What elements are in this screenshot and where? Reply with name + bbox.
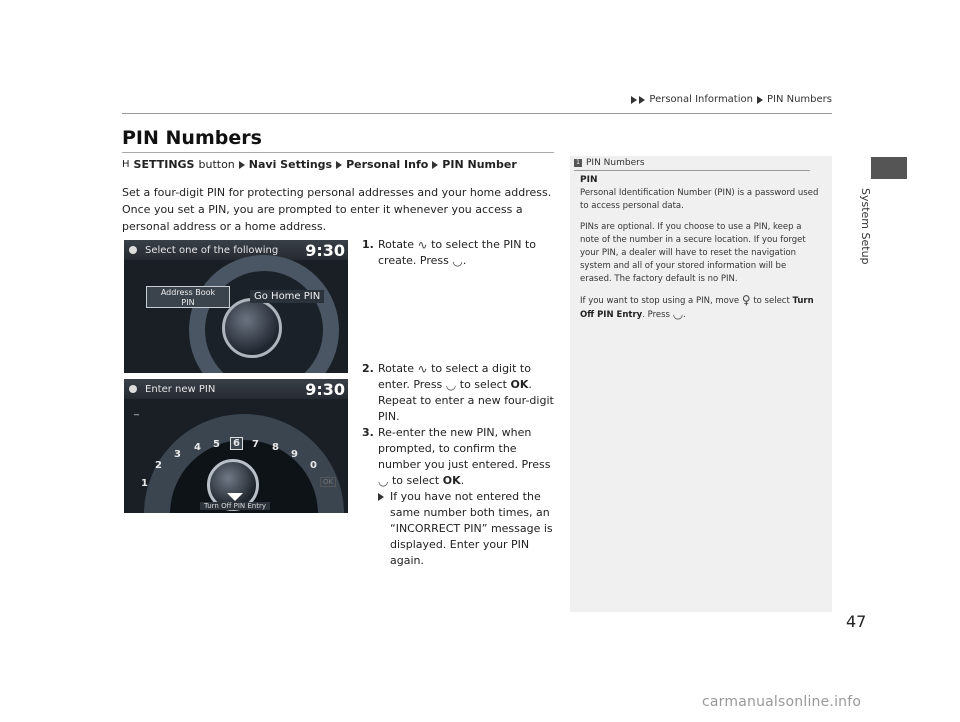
- option-label-line: Address Book: [160, 288, 216, 297]
- breadcrumb-item: PIN Numbers: [766, 94, 832, 105]
- step-number: 1.: [362, 238, 374, 251]
- note-arrow-icon: [378, 493, 384, 501]
- digit-9[interactable]: 9: [291, 449, 298, 460]
- digit-4[interactable]: 4: [194, 442, 201, 453]
- sidebar-heading: [574, 158, 645, 168]
- menu-path-arrow-icon: [336, 161, 342, 169]
- home-icon: H: [122, 159, 130, 170]
- rotate-dial-icon: ∿: [417, 362, 428, 376]
- digit-2[interactable]: 2: [155, 460, 162, 471]
- step-1: [362, 237, 558, 269]
- step-text: .: [462, 254, 467, 267]
- menu-path-settings: SETTINGS: [133, 158, 195, 171]
- step-number: 2.: [362, 362, 374, 375]
- digit-7[interactable]: 7: [252, 439, 259, 450]
- dial-knob-icon: [129, 385, 137, 393]
- ok-button[interactable]: OK: [320, 477, 336, 487]
- screen-clock: 9:30: [305, 241, 345, 260]
- step-text: to select a digit to enter. Press: [378, 362, 531, 391]
- steps-list: [362, 237, 558, 569]
- menu-path-button-word: button: [198, 158, 235, 171]
- turn-off-pin-entry-button[interactable]: Turn Off PIN Entry: [200, 502, 270, 510]
- screen-title: Enter new PIN: [145, 383, 216, 395]
- sidebar-text: .: [683, 310, 686, 320]
- digit-0[interactable]: 0: [310, 460, 317, 471]
- step-2: [362, 361, 558, 425]
- step-text: . Repeat to enter a new four-digit PIN.: [378, 378, 554, 423]
- step-3-note: [378, 489, 558, 569]
- menu-path-step: PIN Number: [442, 158, 517, 171]
- step-text: to select the PIN to create. Press: [378, 238, 536, 267]
- step-text: Rotate: [378, 362, 415, 375]
- sidebar-text: to select: [753, 296, 790, 306]
- screen-title: Select one of the following: [145, 244, 279, 256]
- digit-6-selected[interactable]: 6: [230, 437, 243, 450]
- option-label-line: PIN: [181, 298, 195, 307]
- section-side-label: System Setup: [859, 188, 872, 265]
- sidebar-paragraph: PINs are optional. If you choose to use a PIN, keep a note of the number in a secure location. If you forget your PIN, a dealer will have to reset the navigation system and all of your stored information will be erased. The factory default is no PIN.: [580, 222, 806, 284]
- press-enter-icon: ◡: [672, 307, 684, 321]
- sidebar-definition: Personal Identification Number (PIN) is a password used to access personal data.: [580, 188, 819, 211]
- go-home-pin-option[interactable]: Go Home PIN: [250, 290, 324, 303]
- screen-clock: 9:30: [305, 380, 345, 399]
- step-ok-label: OK: [442, 474, 461, 487]
- menu-path: [122, 158, 517, 171]
- intro-paragraph: Set a four-digit PIN for protecting personal addresses and your home address. Once you set a PIN, you are prompted to enter it whenever you access a personal address or a home address.: [122, 186, 552, 233]
- sidebar-paragraph: [580, 294, 820, 322]
- sidebar-text: . Press: [642, 310, 670, 320]
- screen-enter-pin: [124, 379, 348, 513]
- breadcrumb-arrow-icon: [639, 96, 645, 104]
- sidebar-bold-text: Turn Off PIN Entry: [580, 296, 814, 320]
- move-down-icon: ♀: [741, 293, 751, 307]
- breadcrumb: [631, 94, 832, 105]
- note-text: If you have not entered the same number both times, an “INCORRECT PIN” message is displayed. Enter your PIN again.: [390, 490, 553, 567]
- menu-path-step: Navi Settings: [248, 158, 333, 171]
- menu-path-step: Personal Info: [346, 158, 429, 171]
- digit-1[interactable]: 1: [141, 478, 148, 489]
- sidebar-term: PIN: [580, 175, 598, 185]
- section-tab-marker: [871, 157, 907, 179]
- breadcrumb-item: Personal Information: [649, 94, 753, 105]
- note-badge-icon: 1: [574, 159, 582, 167]
- selector-dial-knob: [222, 298, 282, 358]
- breadcrumb-arrow-icon: [757, 96, 763, 104]
- step-text: to select: [391, 474, 440, 487]
- digit-3[interactable]: 3: [174, 449, 181, 460]
- page-number: 47: [846, 612, 867, 631]
- spacer: [362, 269, 558, 361]
- step-3: [362, 425, 558, 569]
- sidebar-divider: [574, 170, 810, 171]
- header-divider: [122, 113, 832, 114]
- dial-pointer-icon: [227, 493, 243, 501]
- digit-8[interactable]: 8: [272, 442, 279, 453]
- sidebar-body: [580, 174, 820, 330]
- page-title: PIN Numbers: [122, 127, 262, 149]
- sidebar-text: If you want to stop using a PIN, move: [580, 296, 740, 306]
- step-ok-label: OK: [510, 378, 529, 391]
- step-text: Re-enter the new PIN, when prompted, to confirm the number you just entered. Press: [378, 426, 551, 471]
- step-text: .: [460, 474, 465, 487]
- sidebar-note: [570, 156, 832, 612]
- sidebar-heading-text: PIN Numbers: [586, 158, 645, 168]
- press-enter-icon: ◡: [445, 378, 457, 392]
- menu-path-arrow-icon: [432, 161, 438, 169]
- breadcrumb-arrow-icon: [631, 96, 637, 104]
- pin-input-cursor: _: [134, 405, 139, 416]
- watermark: carmanualsonline.info: [702, 694, 862, 710]
- title-divider: [122, 152, 554, 153]
- press-enter-icon: ◡: [378, 474, 389, 488]
- step-number: 3.: [362, 426, 374, 439]
- digit-5[interactable]: 5: [213, 439, 220, 450]
- press-enter-icon: ◡: [452, 254, 463, 268]
- address-book-pin-option[interactable]: [146, 286, 230, 308]
- screen-select-pin: [124, 240, 348, 373]
- menu-path-arrow-icon: [239, 161, 245, 169]
- step-text: Rotate: [378, 238, 415, 251]
- dial-knob-icon: [129, 246, 137, 254]
- rotate-dial-icon: ∿: [417, 238, 428, 252]
- step-text: to select: [459, 378, 507, 391]
